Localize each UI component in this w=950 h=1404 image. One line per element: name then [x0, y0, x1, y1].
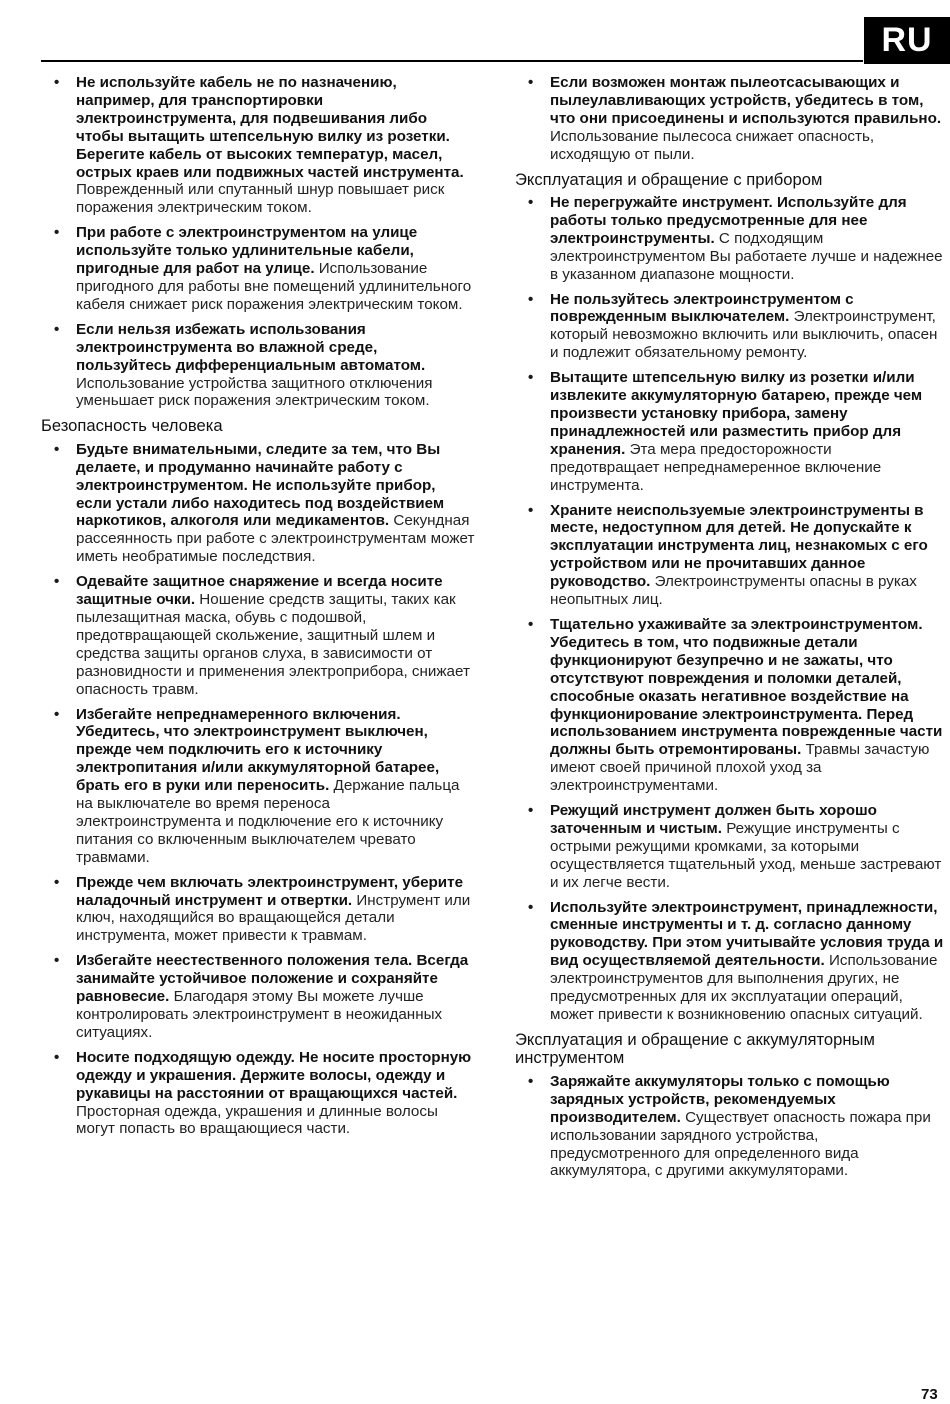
bullet-item — [515, 369, 945, 494]
bullet-bold-text: Используйте электроинструмент, принадлежности, сменные инструменты и т. д. согласно данному руководству. При этом учитывайте условия труда и вид осуществляемой деятельности. — [550, 898, 944, 970]
bullet-bold-text: Храните неиспользуемые электроинструменты в месте, недоступном для детей. Не допускайте к эксплуатации инструмента лиц, незнакомых с его устройством или не прочитавших данное руководство. — [550, 501, 928, 591]
bullet-item — [515, 502, 945, 609]
bullet-item — [515, 291, 945, 363]
personal-safety-list — [41, 441, 475, 1139]
bullet-item — [41, 1049, 475, 1139]
section-heading-battery-tool-use: Эксплуатация и обращение с аккумуляторным инструментом — [515, 1029, 875, 1068]
bullet-body-text: Эта мера предосторожности предотвращает непреднамеренное включение инструмента. — [550, 440, 882, 494]
bullet-item — [515, 74, 945, 164]
bullet-body-text: Электроинструменты опасны в руках неопытных лиц. — [550, 573, 917, 609]
bullet-body-text: Просторная одежда, украшения и длинные волосы могут попасть во вращающиеся части. — [76, 1102, 438, 1138]
bullet-item — [515, 616, 945, 795]
bullet-item — [515, 1073, 945, 1180]
bullet-bold-text: Не используйте кабель не по назначению, например, для транспортировки электроинструмента, для подвешивания либо чтобы вытащить штепсельную вилку из розетки. Берегите кабель от высоких температур, масел, острых краев или подвижных частей инструмента. — [76, 74, 464, 181]
language-tab: RU — [864, 17, 950, 64]
bullet-body-text: Поврежденный или спутанный шнур повышает риск поражения электрическим током. — [76, 181, 445, 217]
bullet-item — [41, 706, 475, 867]
left-intro-list — [41, 74, 475, 410]
bullet-body-text: Использование пылесоса снижает опасность, исходящую от пыли. — [550, 127, 875, 163]
left-column — [41, 74, 475, 1145]
bullet-item — [41, 321, 475, 411]
bullet-body-text: С подходящим электроинструментом Вы работаете лучше и надежнее в указанном диапазоне мощности. — [550, 229, 943, 283]
bullet-item — [41, 573, 475, 698]
bullet-body-text: Использование электроинструментов для выполнения других, не предусмотренных для их эксплуатации операций, может привести к возникновению опасных ситуаций. — [550, 952, 938, 1023]
bullet-bold-text: Тщательно ухаживайте за электроинструментом. Убедитесь в том, что подвижные детали функционируют безупречно и не зажаты, что отсутствуют повреждения и поломки деталей, способные оказать негативное воздействие на функционирование электроинструмента. Перед использованием инструмента поврежденные части должны быть отремонтированы. — [550, 615, 943, 759]
section-heading-personal-safety: Безопасность человека — [41, 416, 223, 436]
tool-use-list — [515, 194, 945, 1024]
right-column — [515, 74, 945, 1187]
bullet-bold-text: Режущий инструмент должен быть хорошо заточенным и чистым. — [550, 802, 877, 837]
bullet-item — [515, 194, 945, 284]
right-intro-list — [515, 74, 945, 164]
section-heading-tool-use: Эксплуатация и обращение с прибором — [515, 169, 823, 189]
bullet-bold-text: Избегайте непреднамеренного включения. Убедитесь, что электроинструмент выключен, прежде чем подключить его к источнику электропитания и/или аккумуляторной батарее, брать его в руки или переносить. — [76, 705, 440, 795]
bullet-item — [515, 899, 945, 1024]
battery-tool-use-list — [515, 1073, 945, 1180]
bullet-body-text: Держание пальца на выключателе во время переноса электроинструмента и подключение его к источнику питания со включенным выключателем чревато травмами. — [76, 777, 460, 866]
bullet-bold-text: Носите подходящую одежду. Не носите просторную одежду и украшения. Держите волосы, одежду и рукавицы на расстоянии от вращающихся частей. — [76, 1048, 472, 1102]
bullet-bold-text: Одевайте защитное снаряжение и всегда носите защитные очки. — [76, 573, 443, 609]
bullet-bold-text: Если возможен монтаж пылеотсасывающих и пылеулавливающих устройств, убедитесь в том, что они присоединены и используются правильно. — [550, 74, 942, 127]
bullet-body-text: Секундная рассеянность при работе с электроинструментам может иметь необратимые последствия. — [76, 512, 475, 566]
bullet-body-text: Режущие инструменты с острыми режущими кромками, за которыми осуществляется тщательный уход, меньше застревают и их легче вести. — [550, 819, 942, 891]
bullet-item — [41, 74, 475, 217]
bullet-item — [41, 224, 475, 314]
header-rule — [41, 60, 863, 62]
bullet-bold-text: При работе с электроинструментом на улице используйте только удлинительные кабели, пригодные для работ на улице. — [76, 224, 418, 278]
bullet-bold-text: Вытащите штепсельную вилку из розетки и/или извлеките аккумуляторную батарею, прежде чем произвести установку прибора, замену принадлежностей или разместить прибор для хранения. — [550, 369, 923, 458]
bullet-item — [41, 952, 475, 1042]
bullet-bold-text: Заряжайте аккумуляторы только с помощью зарядных устройств, рекомендуемых производителем. — [550, 1072, 890, 1126]
bullet-bold-text: Если нельзя избежать использования электроинструмента во влажной среде, пользуйтесь дифференциальным автоматом. — [76, 320, 426, 374]
bullet-body-text: Инструмент или ключ, находящийся во вращающейся детали инструмента, может привести к травмам. — [76, 891, 471, 945]
bullet-bold-text: Не перегружайте инструмент. Используйте для работы только предусмотренные для нее электроинструменты. — [550, 194, 907, 247]
bullet-bold-text: Не пользуйтесь электроинструментом с поврежденным выключателем. — [550, 290, 854, 326]
bullet-item — [41, 441, 475, 566]
bullet-body-text: Использование пригодного для работы вне помещений удлинительного кабеля снижает риск поражения электрическим током. — [76, 260, 472, 313]
bullet-item — [515, 802, 945, 892]
bullet-bold-text: Будьте внимательными, следите за тем, что Вы делаете, и продуманно начинайте работу с электроинструментом. Не используйте прибор, если устали либо находитесь под воздействием наркотиков, алкоголя или медикаментов. — [76, 440, 445, 530]
bullet-bold-text: Прежде чем включать электроинструмент, уберите наладочный инструмент и отвертки. — [76, 873, 464, 909]
bullet-body-text: Использование устройства защитного отключения уменьшает риск поражения электрическим током. — [76, 374, 433, 410]
page-number: 73 — [921, 1386, 938, 1403]
bullet-body-text: Существует опасность пожара при использовании зарядного устройства, предусмотренного для определенного вида аккумулятора, с другими аккумуляторами. — [550, 1108, 931, 1180]
bullet-bold-text: Избегайте неестественного положения тела. Всегда занимайте устойчивое положение и сохраняйте равновесие. — [76, 952, 469, 1006]
bullet-body-text: Электроинструмент, который невозможно включить или выключить, опасен и подлежит обязательному ремонту. — [550, 308, 938, 362]
bullet-body-text: Травмы зачастую имеют своей причиной плохой уход за электроинструментами. — [550, 741, 930, 795]
bullet-body-text: Благодаря этому Вы можете лучше контролировать электроинструмент в неожиданных ситуациях. — [76, 988, 443, 1041]
bullet-body-text: Ношение средств защиты, таких как пылезащитная маска, обувь с подошвой, предотвращающей скольжение, защитный шлем и средства защиты органов слуха, в зависимости от разновидности и применения электроприбора, снижает опасность травм. — [76, 591, 470, 698]
bullet-item — [41, 874, 475, 946]
